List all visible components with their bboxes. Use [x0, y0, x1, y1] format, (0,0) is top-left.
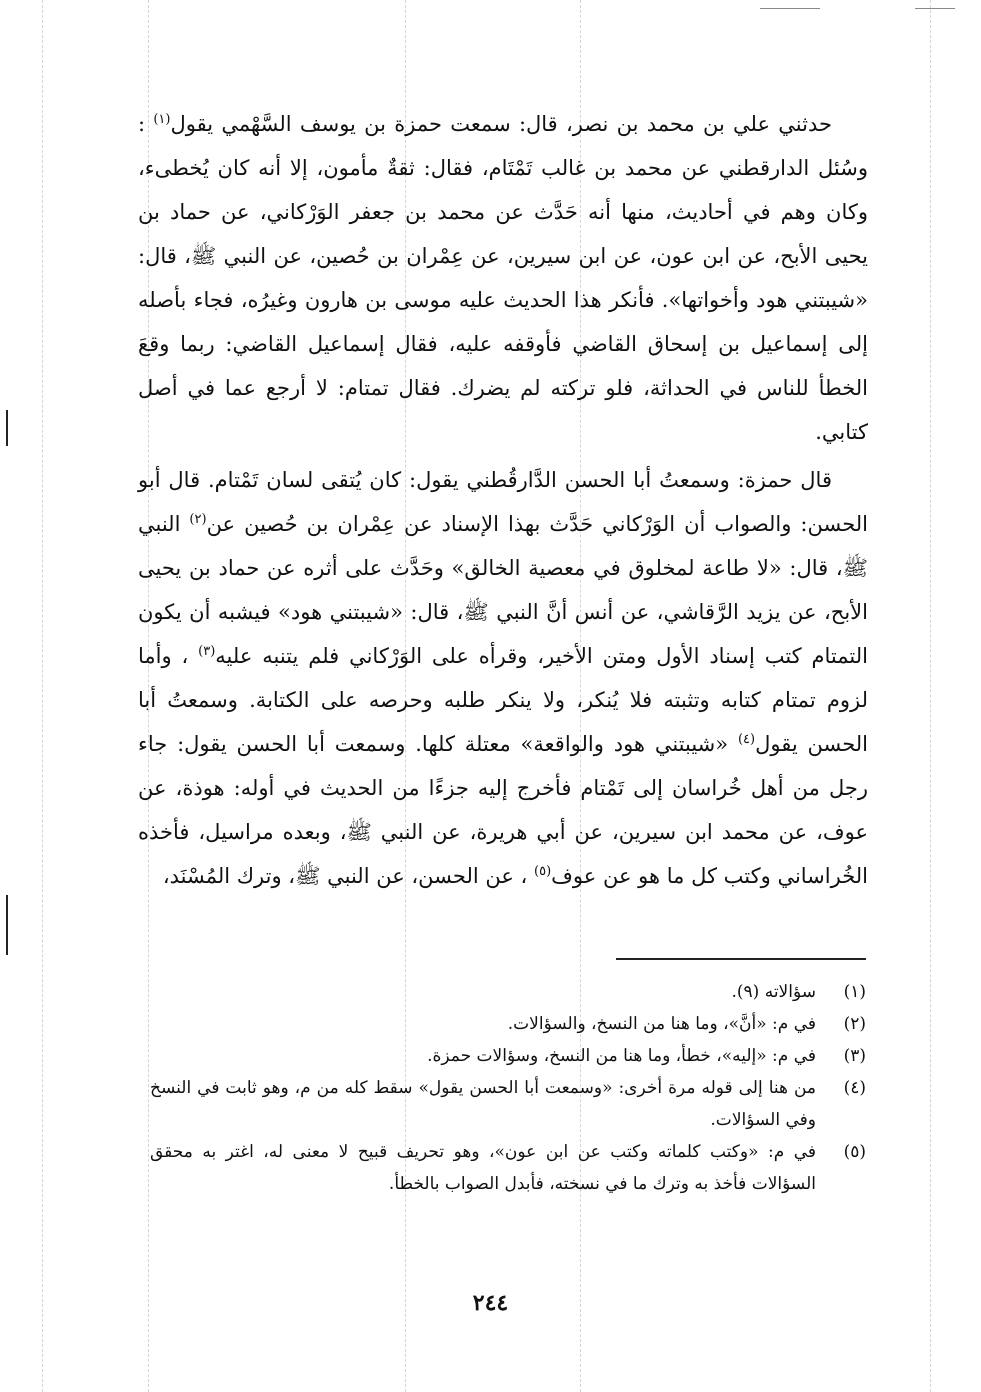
footnotes: [150, 976, 866, 1200]
scan-edge-mark: [6, 895, 8, 955]
text-run: ، وأما لزوم تمتام كتابه وتثبته فلا يُنكر، ولا ينكر طلبه وحرصه على الكتابة. وسمعتُ أبا الحسن يقول: [138, 644, 869, 756]
scan-artifact-line: [930, 0, 931, 1392]
text-run: قال حمزة: وسمعتُ أبا الحسن الدَّارقُطني يقول: كان يُتقى لسان تَمْتام. قال أبو الحسن: والصواب أن الوَرْكاني حَدَّث بهذا الإسناد عن عِمْران بن حُصين عن: [138, 468, 868, 536]
scan-artifact-line: [42, 0, 43, 1392]
text-run: حدثني علي بن محمد بن نصر، قال: سمعت حمزة بن يوسف السَّهْمي يقول: [170, 112, 832, 136]
footnote-ref-1: (١): [153, 112, 171, 127]
footnote-5: [150, 1136, 866, 1200]
footnote-3: [150, 1040, 866, 1072]
footnote-4: [150, 1072, 866, 1136]
scan-top-mark: [915, 8, 955, 9]
footnote-text: في م: «إليه»، خطأ، وما هنا من النسخ، وسؤالات حمزة.: [427, 1046, 816, 1066]
footnote-text: في م: «أنَّ»، وما هنا من النسخ، والسؤالات.: [507, 1014, 816, 1034]
text-run: النبي ﷺ، قال: «لا طاعة لمخلوق في معصية الخالق» وحَدَّث على أثره عن حماد بن يحيى الأبح، عن يزيد الرَّقاشي، عن أنس أنَّ النبي ﷺ، قال: «شيبتني هود» فيشبه أن يكون التمتام كتب إسناد الأول ومتن الأخير، وقرأه على الوَرْكاني فلم يتنبه عليه: [138, 512, 868, 668]
footnote-1: [150, 976, 866, 1008]
footnote-separator: [616, 958, 866, 960]
footnote-number: (١): [843, 982, 866, 1002]
footnote-number: (٢): [843, 1014, 866, 1034]
text-run: ، عن الحسن، عن النبي ﷺ، وترك المُسْنَد،: [162, 864, 535, 888]
footnote-number: (٣): [843, 1046, 866, 1066]
main-text: [138, 102, 868, 898]
scan-edge-mark: [6, 410, 8, 446]
footnote-ref-3: (٣): [198, 644, 216, 659]
footnote-ref-2: (٢): [189, 512, 207, 527]
text-run: «شيبتني هود والواقعة» معتلة كلها. وسمعت أبا الحسن يقول: جاء رجل من أهل خُراسان إلى تَمْتام فأخرج إليه جزءًا من الحديث في أوله: هوذة، عن عوف، عن محمد ابن سيرين، عن أبي هريرة، عن النبي ﷺ، وبعده مراسيل، فأخذه الخُراساني وكتب كل ما هو عن عوف: [138, 732, 868, 888]
paragraph-2: [138, 458, 868, 898]
footnote-text: في م: «وكتب كلماته وكتب عن ابن عون»، وهو تحريف قبيح لا معنى له، اغتر به محقق السؤالات فأخذ به وترك ما في نسخته، فأبدل الصواب بالخطأ.: [150, 1142, 816, 1194]
footnote-number: (٤): [843, 1078, 866, 1098]
footnote-2: [150, 1008, 866, 1040]
footnote-ref-4: (٤): [737, 732, 756, 747]
page-number: ٢٤٤: [472, 1290, 509, 1316]
text-run: : وسُئل الدارقطني عن محمد بن غالب تَمْتَام، فقال: ثقةٌ مأمون، إلا أنه كان يُخطىء، وكان وهم في أحاديث، منها أنه حَدَّث عن محمد بن جعفر الوَرْكاني، عن حماد بن يحيى الأبح، عن ابن عون، عن ابن سيرين، عن عِمْران بن حُصين، عن النبي ﷺ، قال: «شيبتني هود وأخواتها». فأنكر هذا الحديث عليه موسى بن هارون وغيرُه، فجاء بأصله إلى إسماعيل بن إسحاق القاضي فأوقفه عليه، فقال إسماعيل القاضي: ربما وقعَ الخطأ للناس في الحداثة، فلو تركته لم يضرك. فقال تمتام: لا أرجع عما في أصل كتابي.: [138, 112, 868, 444]
footnote-number: (٥): [843, 1142, 866, 1162]
footnote-text: من هنا إلى قوله مرة أخرى: «وسمعت أبا الحسن يقول» سقط كله من م، وهو ثابت في النسخ وفي السؤالات.: [150, 1078, 816, 1130]
footnote-text: سؤالاته (٩).: [731, 982, 816, 1002]
footnote-ref-5: (٥): [534, 864, 552, 879]
paragraph-1: [138, 102, 868, 454]
scan-top-mark: [760, 8, 820, 9]
